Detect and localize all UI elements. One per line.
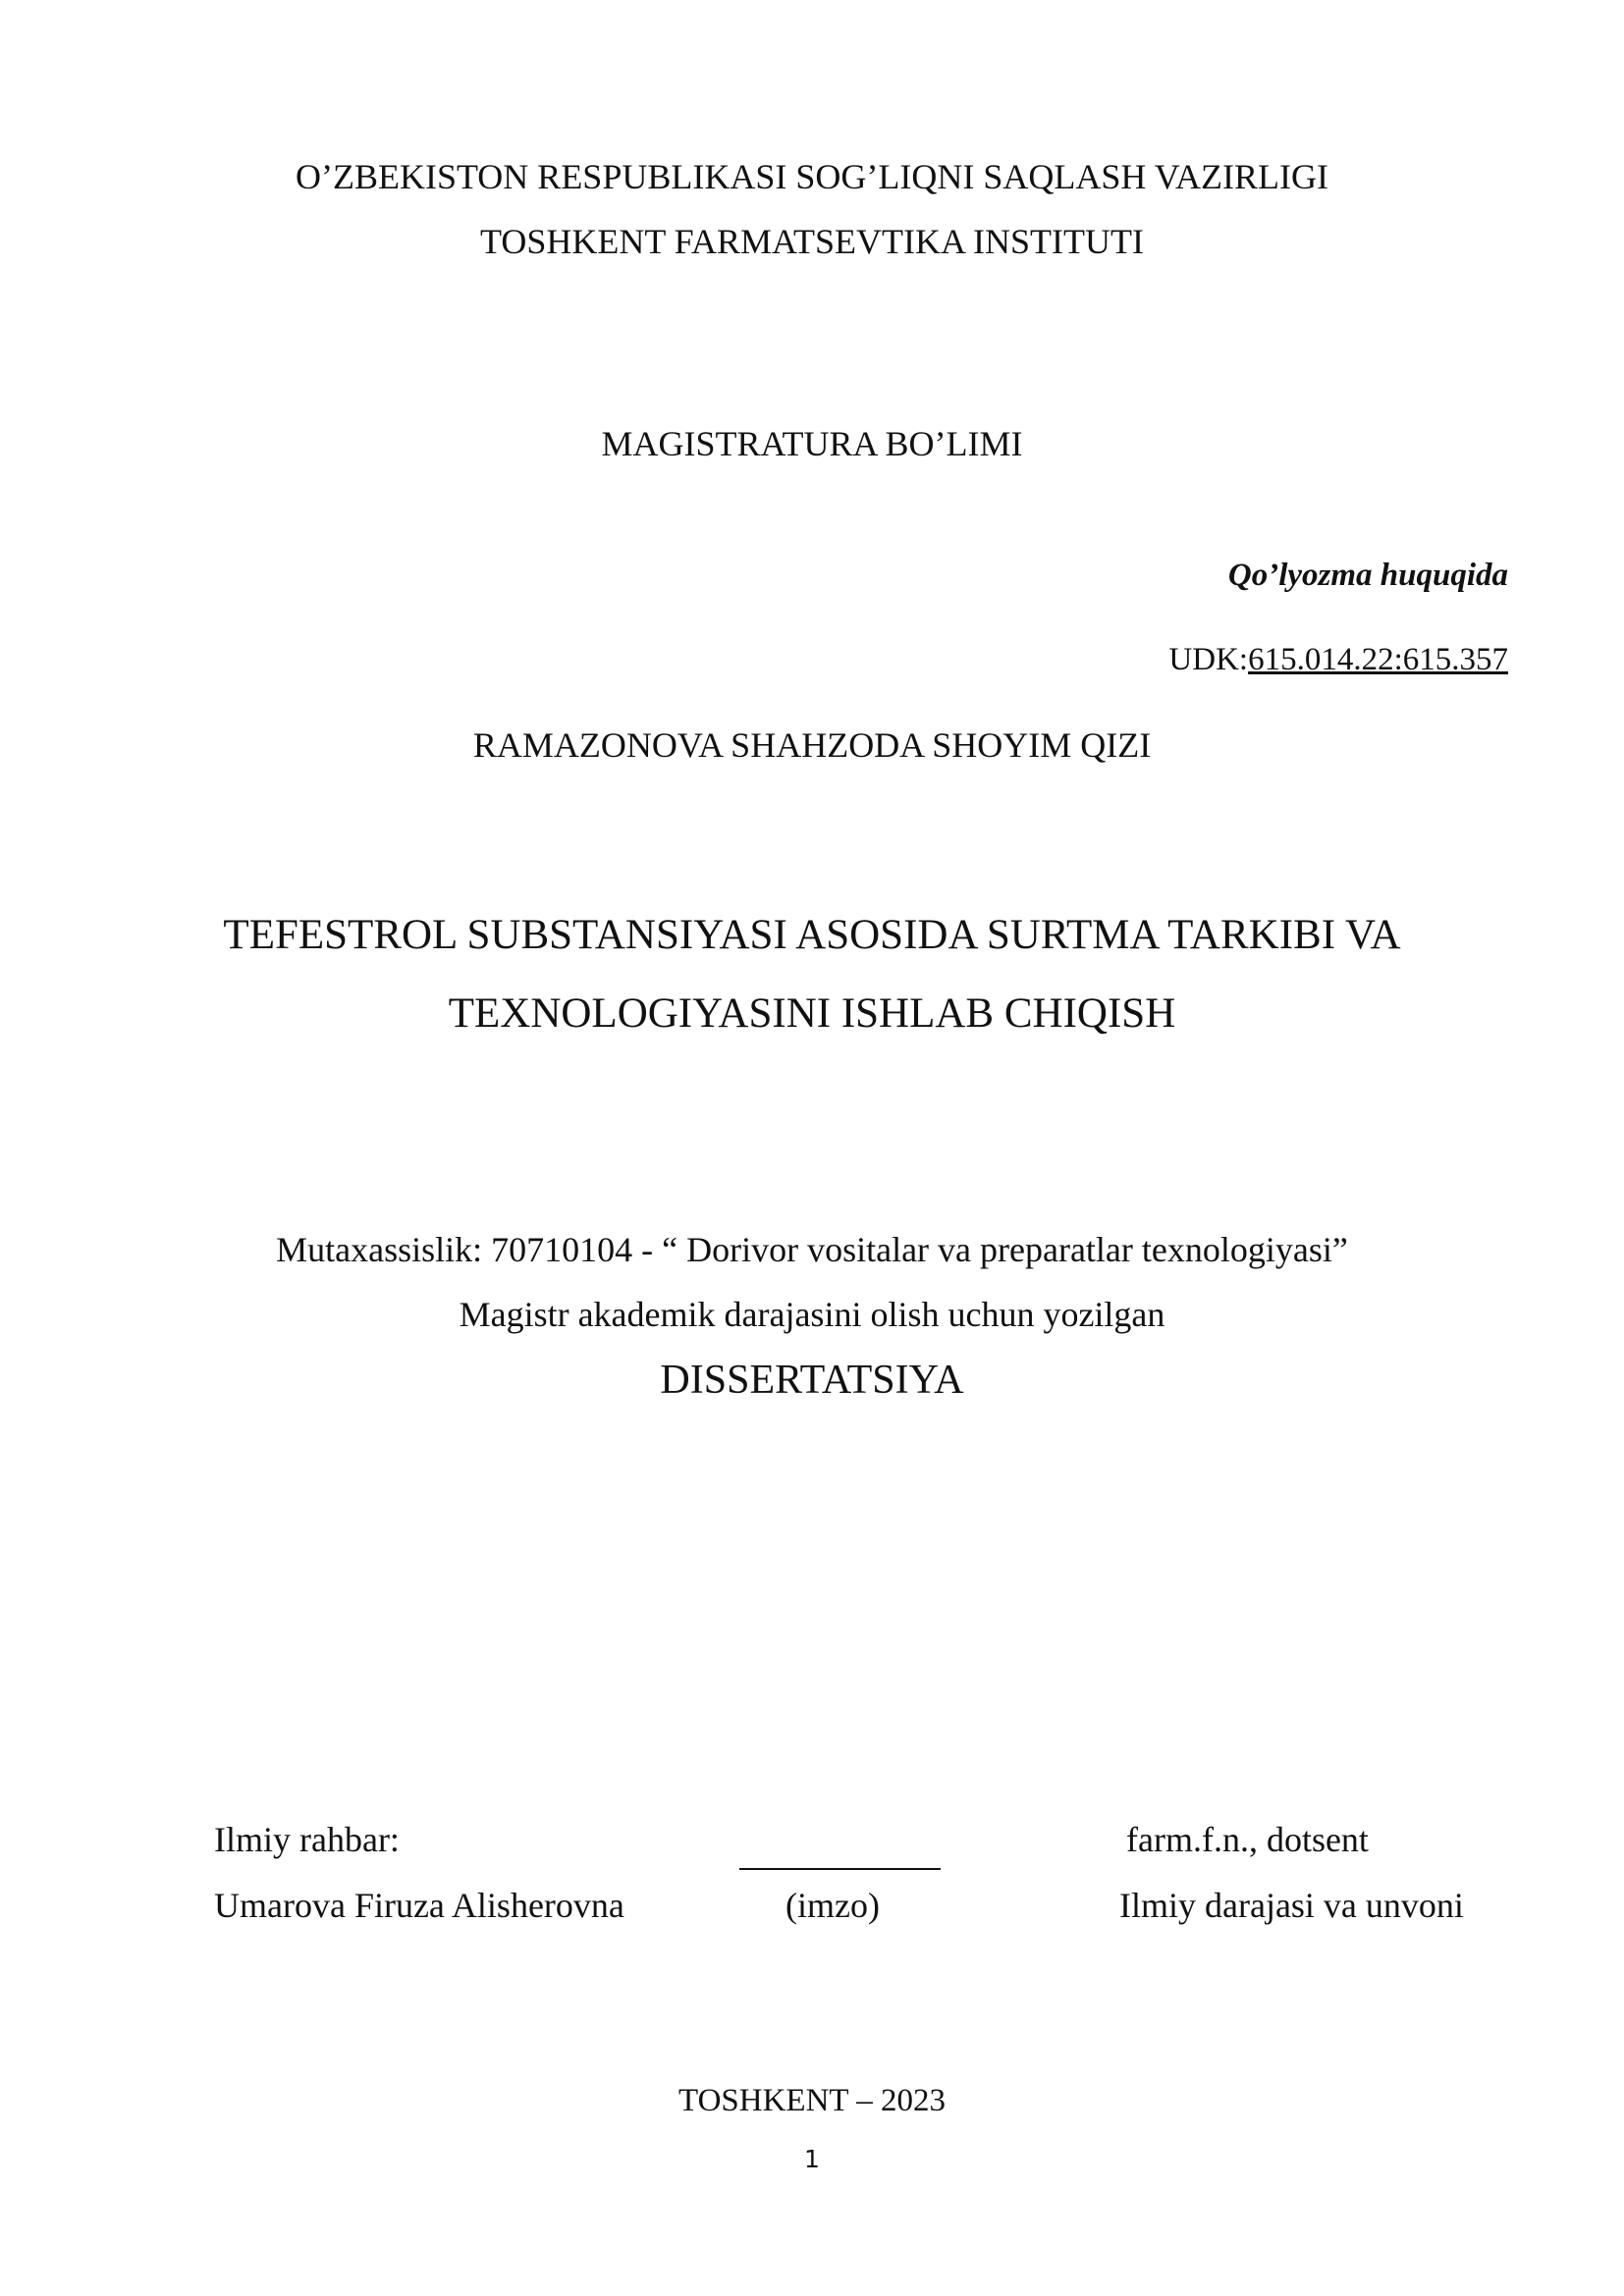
udk-line xyxy=(1168,639,1508,680)
udk-prefix: UDK: xyxy=(1168,642,1249,677)
specialty-line: Mutaxassislik: 70710104 - “ Dorivor vositalar va preparatlar texnologiyasi” xyxy=(276,1230,1348,1269)
udk-code: 615.014.22:615.357 xyxy=(1248,642,1508,677)
supervisor-label: Ilmiy rahbar: xyxy=(214,1820,400,1859)
supervisor-name: Umarova Firuza Alisherovna xyxy=(214,1886,624,1925)
institute-heading: TOSHKENT FARMATSEVTIKA INSTITUTI xyxy=(479,222,1144,261)
page-number: 1 xyxy=(804,2145,820,2173)
degree-note: Magistr akademik darajasini olish uchun yozilgan xyxy=(459,1295,1165,1334)
degree-title-label: Ilmiy darajasi va unvoni xyxy=(1119,1886,1464,1925)
supervisor-degree: farm.f.n., dotsent xyxy=(1126,1820,1369,1859)
signature-line xyxy=(739,1868,941,1870)
work-type-heading: DISSERTATSIYA xyxy=(660,1358,964,1403)
signature-label: (imzo) xyxy=(785,1886,880,1925)
thesis-title-line-1: TEFESTROL SUBSTANSIYASI ASOSIDA SURTMA TARKIBI VA xyxy=(223,912,1401,958)
author-name: RAMAZONOVA SHAHZODA SHOYIM QIZI xyxy=(472,725,1152,765)
department-heading: MAGISTRATURA BO’LIMI xyxy=(601,424,1023,463)
ministry-heading: O’ZBEKISTON RESPUBLIKASI SOG’LIQNI SAQLASH VAZIRLIGI xyxy=(295,157,1328,196)
city-year: TOSHKENT – 2023 xyxy=(678,2083,946,2118)
manuscript-rights-label: Qo’lyozma huquqida xyxy=(1227,558,1508,593)
thesis-title-line-2: TEXNOLOGIYASINI ISHLAB CHIQISH xyxy=(448,990,1176,1037)
